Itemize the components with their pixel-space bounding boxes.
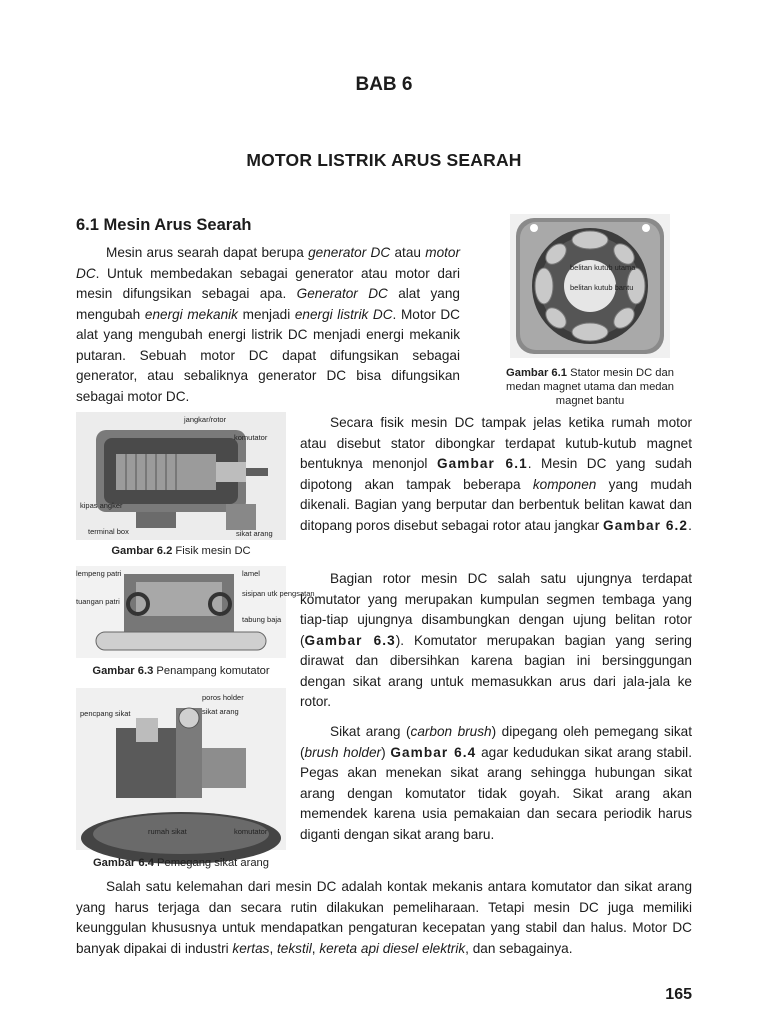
paragraph-1: Mesin arus searah dapat berupa generator DC atau motor DC. Untuk membedakan sebagai generator atau motor dari mesin difungsikan sebagai apa. Generator DC alat yang mengubah energi mekanik menjadi energi listrik DC. Motor DC alat yang mengubah energi listrik DC menjadi energi mekanik putaran. Sebuah motor DC dapat difungsikan sebagai generator, atau sebaliknya generator DC bisa difungsikan sebagai motor DC.	[76, 245, 460, 404]
paragraph-4: Sikat arang (carbon brush) dipegang oleh pemegang sikat (brush holder) Gambar 6.4 agar kedudukan sikat arang stabil. Pegas akan menekan sikat arang sehingga hubungan sikat arang dengan komutator tidak goyah. Sikat arang akan memendek karena usia pemakaian dan secara periodik harus diganti dengan sikat arang baru.	[300, 724, 692, 842]
fig4-label-holder-shaft: poros holder	[202, 693, 244, 702]
fig4-label-carbon-brush: sikat arang	[202, 707, 239, 716]
figure-6-3-caption: Gambar 6.3 Penampang komutator	[92, 665, 270, 677]
fig3-label-solder-cast: tuangan patri	[76, 597, 120, 606]
figure-brush-holder-image	[76, 688, 286, 850]
section-heading: 6.1 Mesin Arus Searah	[76, 216, 252, 234]
paragraph-5: Salah satu kelemahan dari mesin DC adalah kontak mekanis antara komutator dan sikat arang yang harus terjaga dan secara rutin dilakukan pemeliharaan. Tetapi mesin DC juga memiliki keunggulan khususnya untuk mendapatkan pengaturan kecepatan yang stabil dan halus. Motor DC banyak dipakai di industri kertas, tekstil, kereta api diesel elektrik, dan sebagainya.	[76, 879, 692, 956]
figure-dc-machine-image	[76, 412, 286, 540]
fig2-label-commutator: komutator	[234, 433, 268, 442]
fig4-label-commutator: komutator	[234, 827, 268, 836]
page-number: 165	[665, 986, 692, 1003]
chapter-heading: BAB 6	[355, 74, 413, 95]
figure-6-1-caption: Gambar 6.1 Stator mesin DC dan medan magnet utama dan medan magnet bantu	[506, 367, 674, 407]
fig3-label-insert: sisipan utk pengsatan	[242, 589, 315, 598]
figure-6-2-caption: Gambar 6.2 Fisik mesin DC	[111, 545, 251, 557]
figure-6-4-caption: Gambar 6.4 Pemegang sikat arang	[92, 857, 269, 869]
fig1-label-aux-pole: belitan kutub bantu	[570, 283, 634, 292]
fig3-label-steel-tube: tabung baja	[242, 615, 282, 624]
fig3-label-segment: lamel	[242, 569, 260, 578]
paragraph-2: Secara fisik mesin DC tampak jelas ketika rumah motor atau disebut stator dibongkar terdapat kutub-kutub magnet bentuknya menonjol Gambar 6.1. Mesin DC yang sudah dipotong akan tampak beberapa komponen yang mudah dikenali. Bagian yang berputar dan berbentuk belitan kawat dan ditopang poros disebut sebagai rotor atau jangkar Gambar 6.2.	[300, 415, 692, 533]
fig4-label-brush-housing: rumah sikat	[148, 827, 187, 836]
fig2-label-fan: kipas angker	[80, 501, 123, 510]
fig1-label-main-pole: belitan kutub utama	[570, 263, 636, 272]
fig4-label-brush-holder: pencpang sikat	[80, 709, 131, 718]
paragraph-3: Bagian rotor mesin DC salah satu ujungnya terdapat komutator yang merupakan kumpulan segmen tembaga yang tiap-tiap ujungnya disambungkan dengan ujung belitan rotor (Gambar 6.3). Komutator merupakan bagian yang sering dirawat dan dibersihkan karena bagian ini bersinggungan dengan sikat arang untuk memasukkan arus dari jala-jala ke rotor.	[300, 571, 692, 709]
fig2-label-terminal-box: terminal box	[88, 527, 129, 536]
figure-commutator-section-image	[76, 566, 315, 658]
fig2-label-brush: sikat arang	[236, 529, 273, 538]
chapter-title: MOTOR LISTRIK ARUS SEARAH	[246, 150, 522, 170]
fig2-label-rotor: jangkar/rotor	[184, 415, 227, 424]
figure-stator-image	[510, 214, 670, 358]
fig3-label-solder-plate: lempeng patri	[76, 569, 122, 578]
